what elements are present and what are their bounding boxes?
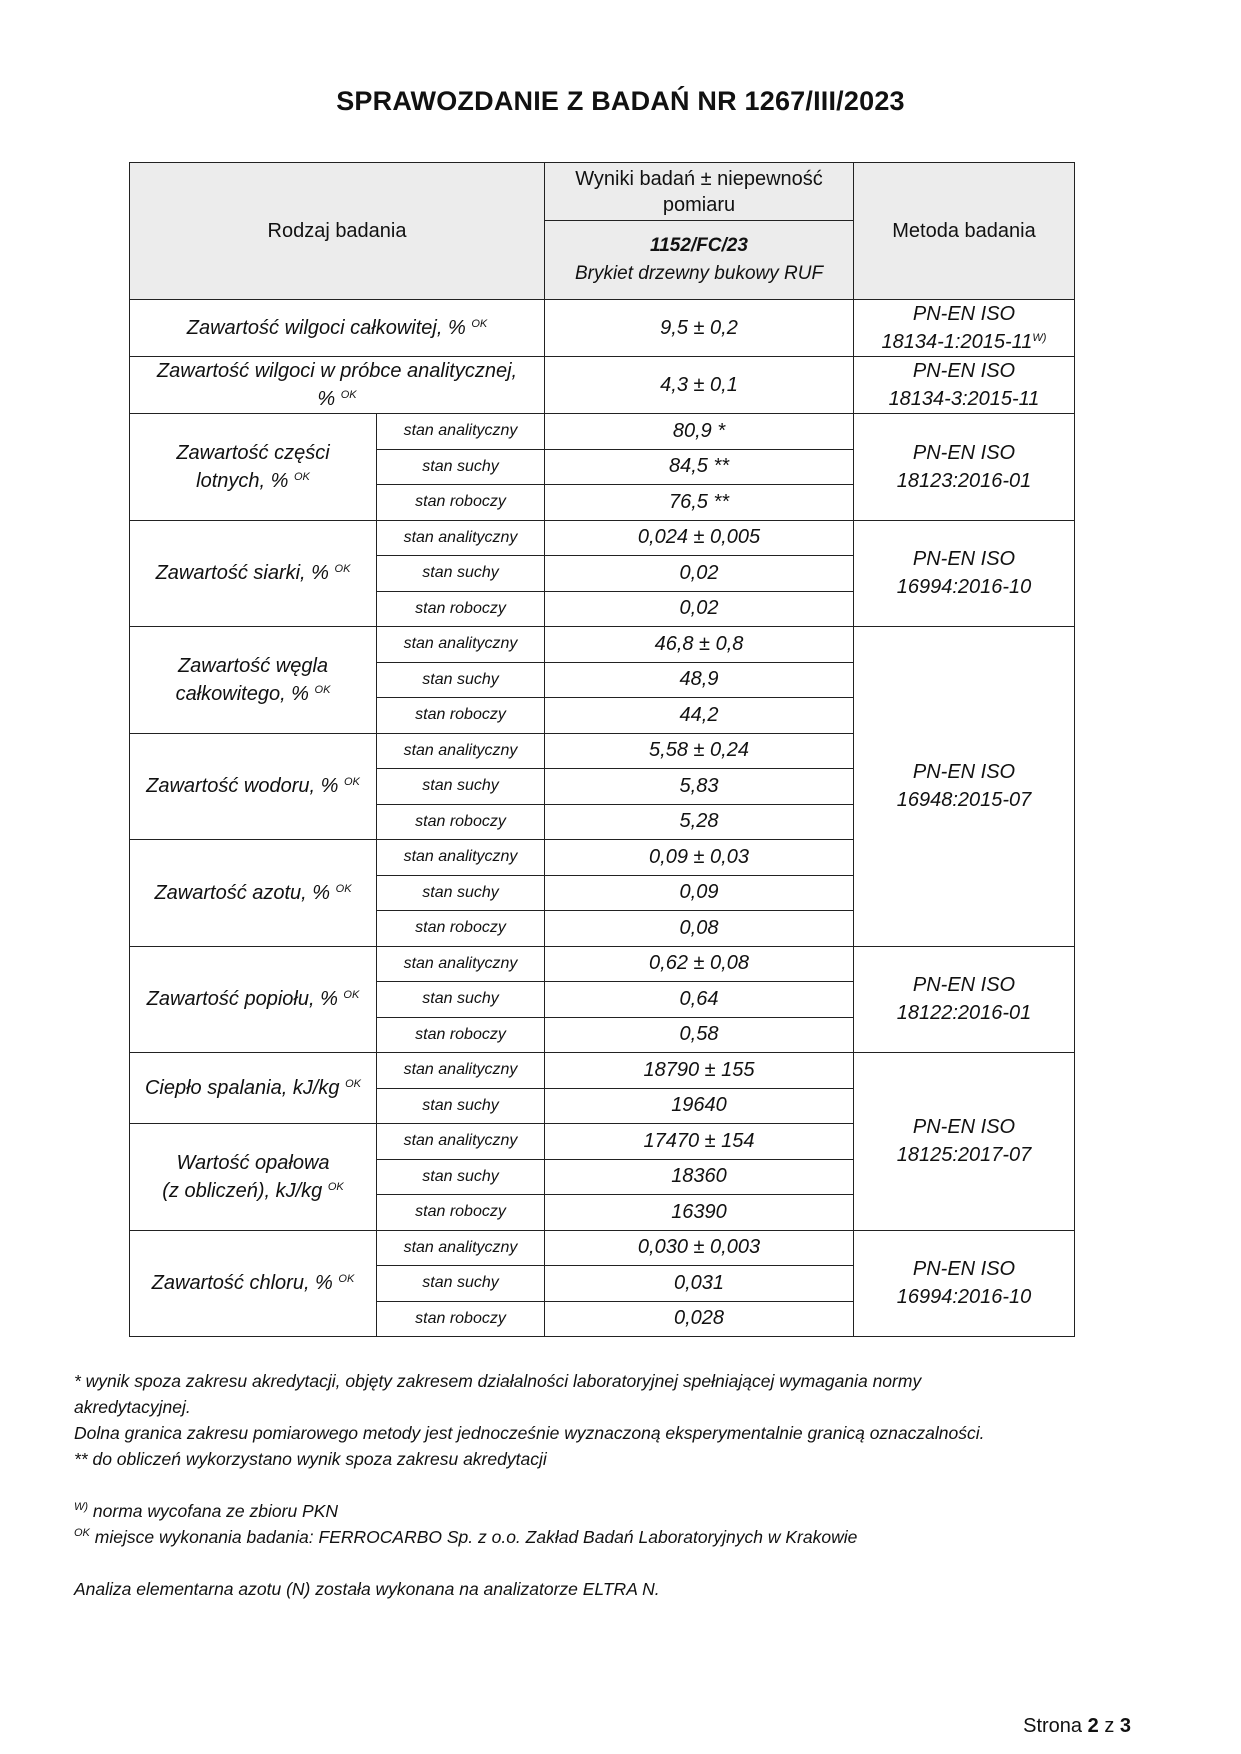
value-gross-calorific-analytical: 18790 ± 155 [545, 1053, 854, 1089]
state-working: stan roboczy [377, 911, 545, 947]
param-carbon: Zawartość węgla całkowitego, % $^{OK}$ [130, 627, 377, 734]
param-sulfur: Zawartość siarki, % $^{OK}$ [130, 520, 377, 627]
value-net-calorific-dry: 18360 [545, 1159, 854, 1195]
state-analytical: stan analityczny [377, 840, 545, 876]
value-nitrogen-working: 0,08 [545, 911, 854, 947]
method-moisture-analytical: PN-EN ISO 18134-3:2015-11 [854, 357, 1075, 414]
table-row [130, 627, 1075, 663]
state-dry: stan suchy [377, 1088, 545, 1124]
value-sulfur-analytical: 0,024 ± 0,005 [545, 520, 854, 556]
note-lower-limit: Dolna granica zakresu pomiarowego metody jest jednocześnie wyznaczoną eksperymentalnie granicą oznaczalności. [74, 1423, 985, 1443]
state-working: stan roboczy [377, 804, 545, 840]
sample-id: 1152/FC/23 [650, 235, 748, 256]
footnotes [74, 1368, 1074, 1602]
table-row [130, 300, 1075, 357]
value-nitrogen-analytical: 0,09 ± 0,03 [545, 840, 854, 876]
value-hydrogen-working: 5,28 [545, 804, 854, 840]
note-accreditation: * wynik spoza zakresu akredytacji, objęty zakresem działalności laboratoryjnej spełniającej wymagania normy akredytacyjnej. [74, 1371, 922, 1417]
param-moisture-total: Zawartość wilgoci całkowitej, % $^{OK}$ [130, 300, 545, 357]
param-hydrogen: Zawartość wodoru, % $^{OK}$ [130, 733, 377, 840]
state-analytical: stan analityczny [377, 520, 545, 556]
header-results: Wyniki badań ± niepewność pomiaru [545, 163, 854, 221]
note-location: $^{OK}$ miejsce wykonania badania: FERROCARBO Sp. z o.o. Zakład Badań Laboratoryjnych w Krakowie [74, 1527, 858, 1547]
state-analytical: stan analityczny [377, 414, 545, 450]
value-volatile-working: 76,5 ** [545, 485, 854, 521]
method-chlorine: PN-EN ISO 16994:2016-10 [854, 1230, 1075, 1337]
value-chlorine-working: 0,028 [545, 1301, 854, 1337]
state-dry: stan suchy [377, 662, 545, 698]
table-row [130, 414, 1075, 450]
table-row [130, 1230, 1075, 1266]
method-calorific: PN-EN ISO 18125:2017-07 [854, 1053, 1075, 1231]
header-method: Metoda badania [854, 163, 1075, 300]
method-sulfur: PN-EN ISO 16994:2016-10 [854, 520, 1075, 627]
value-chlorine-dry: 0,031 [545, 1266, 854, 1302]
sample-name: Brykiet drzewny bukowy RUF [574, 263, 824, 284]
table-row [130, 1053, 1075, 1089]
value-net-calorific-analytical: 17470 ± 154 [545, 1124, 854, 1160]
value-ash-analytical: 0,62 ± 0,08 [545, 946, 854, 982]
report-title: SPRAWOZDANIE Z BADAŃ NR 1267/III/2023 [336, 86, 905, 116]
state-working: stan roboczy [377, 698, 545, 734]
state-working: stan roboczy [377, 1195, 545, 1231]
value-chlorine-analytical: 0,030 ± 0,003 [545, 1230, 854, 1266]
value-moisture-total: 9,5 ± 0,2 [545, 300, 854, 357]
param-moisture-analytical: Zawartość wilgoci w próbce analitycznej, % $^{OK}$ [130, 357, 545, 414]
note-double-star: ** do obliczeń wykorzystano wynik spoza zakresu akredytacji [74, 1449, 547, 1469]
param-gross-calorific: Ciepło spalania, kJ/kg $^{OK}$ [130, 1053, 377, 1124]
value-carbon-working: 44,2 [545, 698, 854, 734]
note-withdrawn: $^{W)}$ norma wycofana ze zbioru PKN [74, 1501, 339, 1521]
value-volatile-dry: 84,5 ** [545, 449, 854, 485]
table-row [130, 357, 1075, 414]
method-chn: PN-EN ISO 16948:2015-07 [854, 627, 1075, 947]
state-working: stan roboczy [377, 1017, 545, 1053]
value-carbon-dry: 48,9 [545, 662, 854, 698]
param-nitrogen: Zawartość azotu, % $^{OK}$ [130, 840, 377, 947]
param-volatile: Zawartość części lotnych, % $^{OK}$ [130, 414, 377, 521]
param-chlorine: Zawartość chloru, % $^{OK}$ [130, 1230, 377, 1337]
header-test-type: Rodzaj badania [130, 163, 545, 300]
method-volatile: PN-EN ISO 18123:2016-01 [854, 414, 1075, 521]
note-analyzer: Analiza elementarna azotu (N) została wykonana na analizatorze ELTRA N. [74, 1579, 660, 1599]
state-analytical: stan analityczny [377, 1230, 545, 1266]
state-analytical: stan analityczny [377, 733, 545, 769]
value-net-calorific-working: 16390 [545, 1195, 854, 1231]
value-nitrogen-dry: 0,09 [545, 875, 854, 911]
page-number: Strona 2 z 3 [1023, 1715, 1131, 1737]
state-working: stan roboczy [377, 1301, 545, 1337]
state-dry: stan suchy [377, 449, 545, 485]
param-net-calorific: Wartość opałowa (z obliczeń), kJ/kg $^{OK}$ [130, 1124, 377, 1231]
state-dry: stan suchy [377, 556, 545, 592]
param-ash: Zawartość popiołu, % $^{OK}$ [130, 946, 377, 1053]
value-hydrogen-dry: 5,83 [545, 769, 854, 805]
state-analytical: stan analityczny [377, 627, 545, 663]
state-analytical: stan analityczny [377, 1124, 545, 1160]
table-row [130, 946, 1075, 982]
method-moisture-total: PN-EN ISO $18134-1:2015-11^{W)}$ [854, 300, 1075, 357]
value-volatile-analytical: 80,9 * [545, 414, 854, 450]
value-ash-dry: 0,64 [545, 982, 854, 1018]
table-row [130, 520, 1075, 556]
state-working: stan roboczy [377, 485, 545, 521]
header-sample [545, 221, 854, 300]
state-analytical: stan analityczny [377, 1053, 545, 1089]
value-ash-working: 0,58 [545, 1017, 854, 1053]
value-carbon-analytical: 46,8 ± 0,8 [545, 627, 854, 663]
state-analytical: stan analityczny [377, 946, 545, 982]
method-ash: PN-EN ISO 18122:2016-01 [854, 946, 1075, 1053]
value-sulfur-working: 0,02 [545, 591, 854, 627]
results-table [129, 162, 1075, 1337]
value-moisture-analytical: 4,3 ± 0,1 [545, 357, 854, 414]
state-dry: stan suchy [377, 769, 545, 805]
value-sulfur-dry: 0,02 [545, 556, 854, 592]
value-hydrogen-analytical: 5,58 ± 0,24 [545, 733, 854, 769]
header-row [130, 163, 1075, 221]
value-gross-calorific-dry: 19640 [545, 1088, 854, 1124]
state-dry: stan suchy [377, 982, 545, 1018]
state-working: stan roboczy [377, 591, 545, 627]
state-dry: stan suchy [377, 875, 545, 911]
state-dry: stan suchy [377, 1159, 545, 1195]
state-dry: stan suchy [377, 1266, 545, 1302]
